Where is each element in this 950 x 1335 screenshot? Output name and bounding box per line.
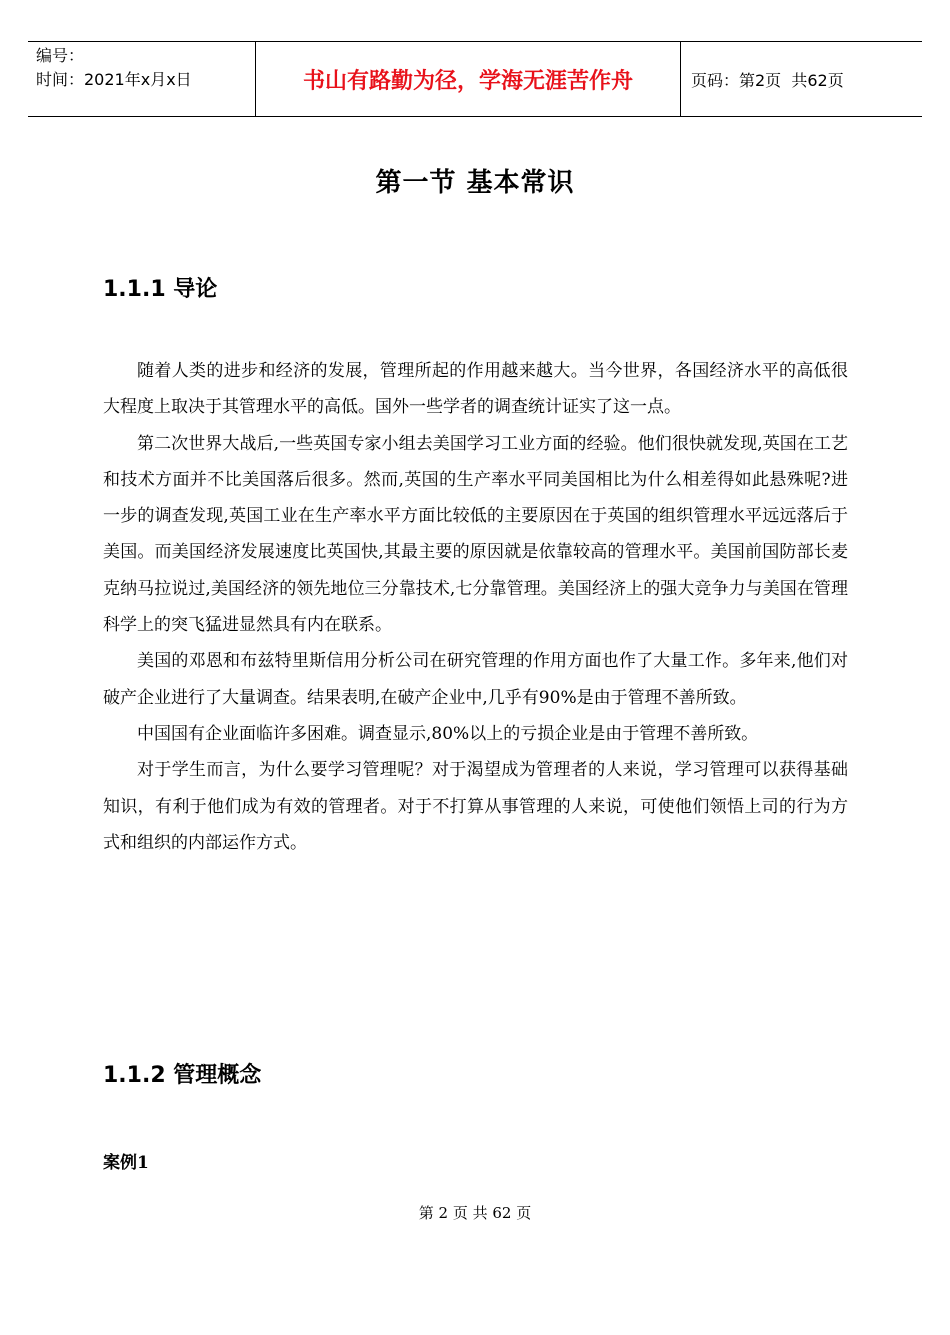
intro-body [103, 353, 848, 861]
header-meta-cell [28, 42, 256, 116]
document-time-label: 时间：2021年x月x日 [36, 70, 192, 89]
page-header [28, 41, 922, 117]
intro-paragraph: 中国国有企业面临许多困难。调查显示,80%以上的亏损企业是由于管理不善所致。 [137, 723, 759, 744]
intro-heading: 1.1.1 导论 [103, 277, 218, 302]
header-motto: 书山有路勤为径，学海无涯苦作舟 [302, 68, 633, 94]
section-title: 第一节 基本常识 [375, 168, 575, 198]
intro-paragraph: 第二次世界大战后,一些英国专家小组去美国学习工业方面的经验。他们很快就发现,英国在工艺和技术方面并不比美国落后很多。然而,英国的生产率水平同美国相比为什么相差得如此悬殊呢?进一步的调查发现,英国工业在生产率水平方面比较低的主要原因在于英国的组织管理水平远远落后于美国。而美国经济发展速度比英国快,其最主要的原因就是依靠较高的管理水平。美国前国防部长麦克纳马拉说过,美国经济的领先地位三分靠技术,七分靠管理。美国经济上的强大竞争力与美国在管理科学上的突飞猛进显然具有内在联系。 [103, 433, 848, 636]
concept-heading: 1.1.2 管理概念 [103, 1063, 262, 1088]
header-page-cell [681, 42, 922, 116]
intro-paragraph: 对于学生而言，为什么要学习管理呢？对于渴望成为管理者的人来说，学习管理可以获得基础知识，有利于他们成为有效的管理者。对于不打算从事管理的人来说，可使他们领悟上司的行为方式和组织的内部运作方式。 [103, 760, 848, 853]
intro-paragraph: 美国的邓恩和布兹特里斯信用分析公司在研究管理的作用方面也作了大量工作。多年来,他们对破产企业进行了大量调查。结果表明,在破产企业中,几乎有90%是由于管理不善所致。 [103, 651, 848, 708]
header-motto-cell [256, 42, 681, 116]
footer-page-text: 第 2 页 共 62 页 [418, 1204, 532, 1222]
document-number-label: 编号： [36, 46, 85, 65]
header-page-info: 页码：第2页 共62页 [691, 70, 844, 90]
page-footer [0, 1202, 950, 1223]
intro-paragraph: 随着人类的进步和经济的发展，管理所起的作用越来越大。当今世界，各国经济水平的高低很大程度上取决于其管理水平的高低。国外一些学者的调查统计证实了这一点。 [103, 361, 848, 418]
case-label: 案例1 [103, 1153, 149, 1173]
